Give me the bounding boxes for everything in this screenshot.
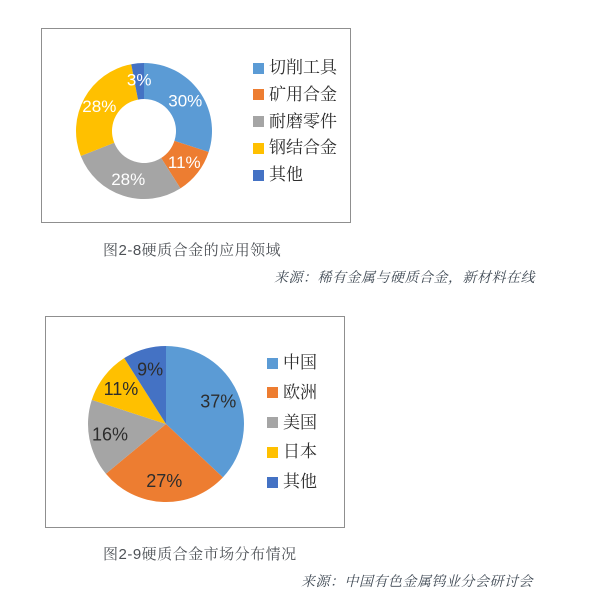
legend-swatch-icon	[253, 143, 264, 154]
legend-swatch-icon	[253, 116, 264, 127]
legend-item	[267, 442, 317, 462]
legend-label: 其他	[283, 472, 317, 492]
legend-item	[253, 112, 337, 132]
chart-legend-market-distribution	[46, 317, 344, 527]
legend-item	[267, 472, 317, 492]
data-label: 9%	[137, 359, 164, 380]
legend-item	[253, 58, 337, 78]
legend-label: 耐磨零件	[269, 111, 337, 131]
legend-swatch-icon	[253, 170, 264, 181]
legend-swatch-icon	[267, 447, 278, 458]
legend-label: 钢结合金	[269, 138, 337, 158]
figure-caption-2-9: 图2-9硬质合金市场分布情况	[103, 546, 297, 563]
chart-box-applications	[41, 28, 351, 223]
data-label: 30%	[168, 91, 203, 111]
figure-source-2-9: 来源：中国有色金属钨业分会研讨会	[301, 573, 533, 589]
chart-legend-applications	[42, 29, 350, 222]
legend-swatch-icon	[253, 89, 264, 100]
legend-item	[253, 85, 337, 105]
legend-swatch-icon	[267, 387, 278, 398]
legend-item	[267, 383, 317, 403]
data-label: 37%	[200, 391, 237, 412]
legend-label: 切削工具	[269, 58, 337, 77]
legend-item	[253, 165, 303, 185]
legend-label: 美国	[283, 412, 317, 432]
legend-item	[267, 413, 317, 433]
legend-label: 其他	[269, 165, 303, 184]
legend-label: 日本	[283, 442, 317, 462]
legend-swatch-icon	[267, 417, 278, 428]
chart-box-market-distribution	[45, 316, 345, 528]
data-label: 3%	[126, 70, 152, 90]
data-label: 28%	[111, 170, 146, 190]
legend-swatch-icon	[267, 477, 278, 488]
data-label: 27%	[146, 470, 183, 491]
data-label: 28%	[82, 96, 117, 116]
legend-label: 中国	[283, 353, 317, 372]
legend-label: 欧洲	[283, 382, 317, 402]
legend-item	[267, 353, 317, 373]
figure-source-2-8: 来源：稀有金属与硬质合金，新材料在线	[274, 269, 535, 285]
legend-label: 矿用合金	[269, 84, 337, 104]
data-label: 11%	[167, 152, 201, 172]
legend-swatch-icon	[253, 63, 264, 74]
data-label: 16%	[91, 424, 129, 445]
legend-swatch-icon	[267, 358, 278, 369]
legend-item	[253, 138, 337, 158]
data-label: 11%	[103, 379, 139, 400]
figure-caption-2-8: 图2-8硬质合金的应用领域	[103, 242, 282, 259]
